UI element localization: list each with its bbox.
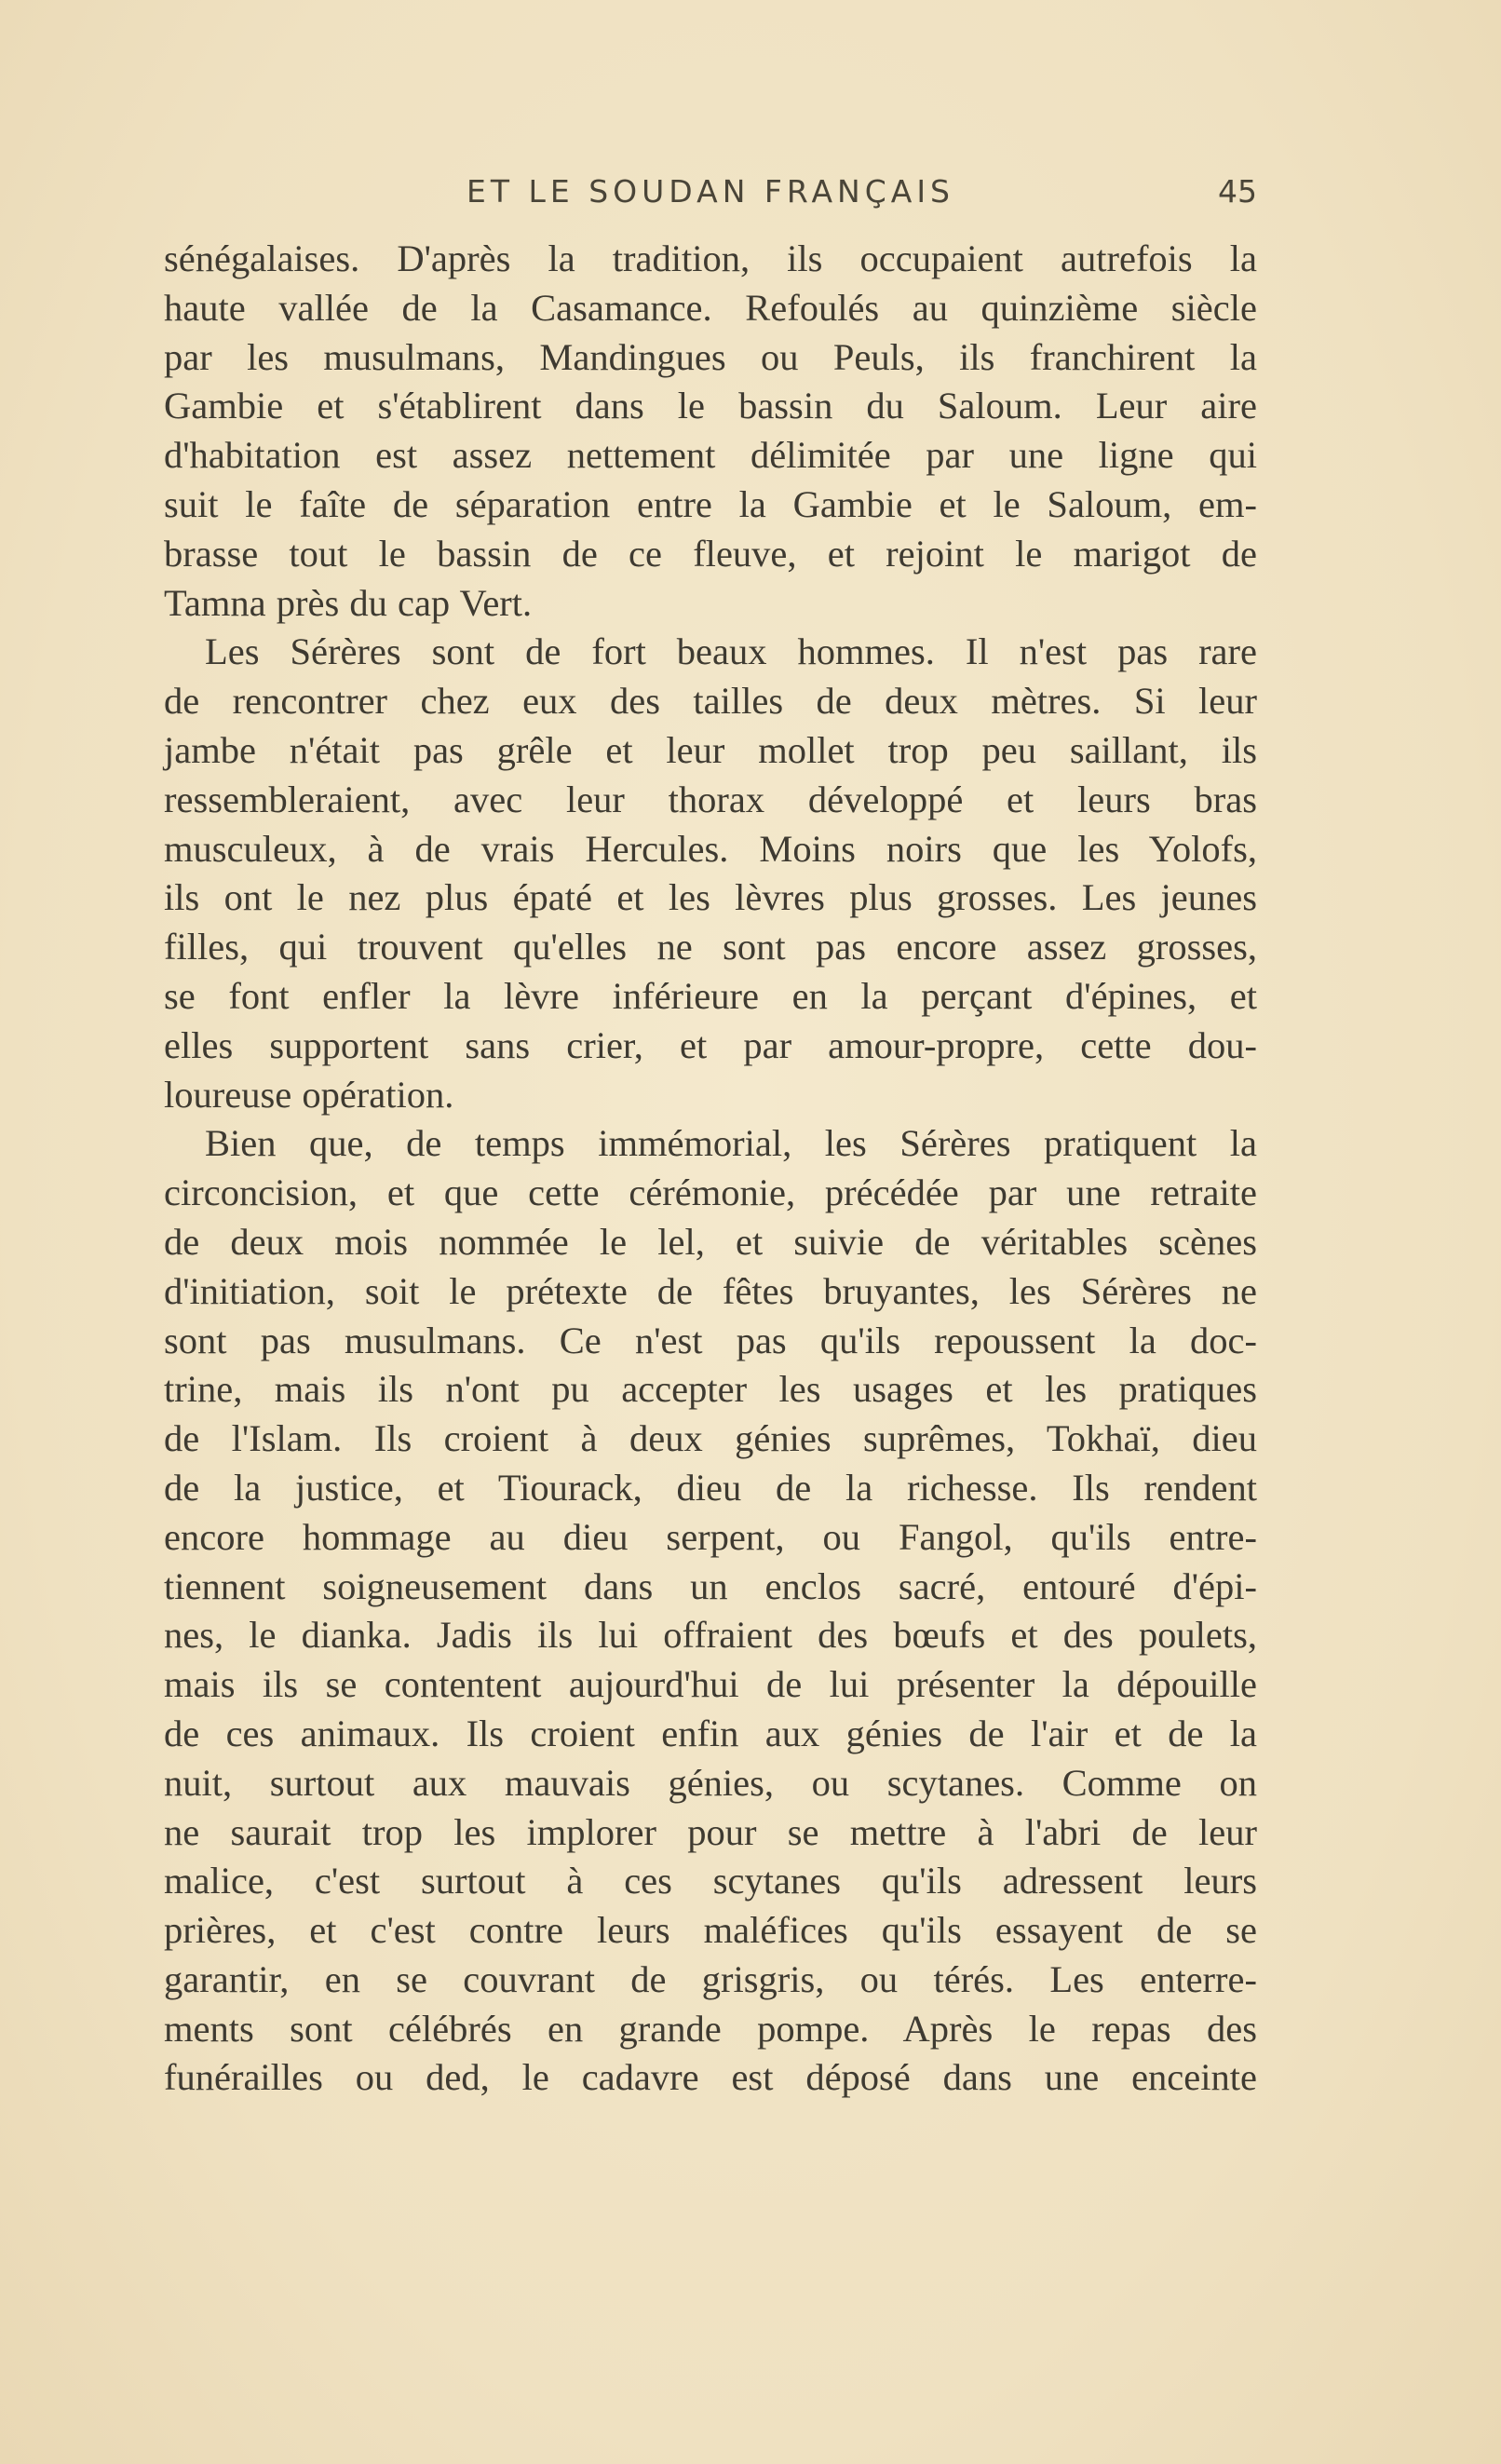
- text-line: garantir, en se couvrant de grisgris, ou térés. Les enterre-: [164, 1957, 1257, 2000]
- text-line: ne saurait trop les implorer pour se mettre à l'abri de leur: [164, 1810, 1257, 1853]
- text-line: malice, c'est surtout à ces scytanes qu'ils adressent leurs: [164, 1860, 1257, 1902]
- text-line: Gambie et s'établirent dans le bassin du Saloum. Leur aire: [164, 385, 1257, 427]
- text-line: loureuse opération.: [164, 1073, 454, 1116]
- text-line: se font enfler la lèvre inférieure en la perçant d'épines, et: [164, 974, 1257, 1017]
- text-line: de deux mois nommée le lel, et suivie de véritables scènes: [164, 1220, 1257, 1263]
- text-line: nuit, surtout aux mauvais génies, ou scytanes. Comme on: [164, 1761, 1257, 1804]
- text-line: nes, le dianka. Jadis ils lui offraient des bœufs et des poulets,: [164, 1614, 1257, 1657]
- text-line: funérailles ou ded, le cadavre est déposé dans une enceinte: [164, 2056, 1257, 2099]
- text-line: elles supportent sans crier, et par amour-propre, cette dou-: [164, 1023, 1257, 1066]
- text-line: ments sont célébrés en grande pompe. Après le repas des: [164, 2007, 1257, 2050]
- text-line: d'habitation est assez nettement délimitée par une ligne qui: [164, 434, 1257, 477]
- text-line: de rencontrer chez eux des tailles de deux mètres. Si leur: [164, 680, 1257, 723]
- text-line: encore hommage au dieu serpent, ou Fangol, qu'ils entre-: [164, 1515, 1257, 1558]
- text-line: trine, mais ils n'ont pu accepter les usages et les pratiques: [164, 1368, 1257, 1411]
- text-line: Les Sérères sont de fort beaux hommes. Il n'est pas rare: [205, 630, 1257, 673]
- text-line: Bien que, de temps immémorial, les Sérères pratiquent la: [205, 1122, 1257, 1165]
- text-line: ressembleraient, avec leur thorax développé et leurs bras: [164, 778, 1257, 820]
- text-line: ils ont le nez plus épaté et les lèvres plus grosses. Les jeunes: [164, 876, 1257, 919]
- text-line: filles, qui trouvent qu'elles ne sont pas encore assez grosses,: [164, 926, 1257, 968]
- running-title: ET LE SOUDAN FRANÇAIS: [466, 173, 954, 210]
- page-number: 45: [1218, 173, 1257, 210]
- text-line: musculeux, à de vrais Hercules. Moins noirs que les Yolofs,: [164, 827, 1257, 870]
- text-line: suit le faîte de séparation entre la Gambie et le Saloum, em-: [164, 482, 1257, 525]
- text-line: haute vallée de la Casamance. Refoulés au quinzième siècle: [164, 286, 1257, 329]
- text-line: de la justice, et Tiourack, dieu de la richesse. Ils rendent: [164, 1466, 1257, 1509]
- text-line: par les musulmans, Mandingues ou Peuls, ils franchirent la: [164, 335, 1257, 378]
- text-line: jambe n'était pas grêle et leur mollet trop peu saillant, ils: [164, 728, 1257, 771]
- text-line: sont pas musulmans. Ce n'est pas qu'ils repoussent la doc-: [164, 1319, 1257, 1361]
- text-line: brasse tout le bassin de ce fleuve, et rejoint le marigot de: [164, 532, 1257, 575]
- text-line: circoncision, et que cette cérémonie, précédée par une retraite: [164, 1171, 1257, 1214]
- page-header: [164, 173, 1257, 220]
- text-line: de l'Islam. Ils croient à deux génies suprêmes, Tokhaï, dieu: [164, 1417, 1257, 1460]
- body-text: [164, 235, 1257, 2103]
- text-line: tiennent soigneusement dans un enclos sacré, entouré d'épi-: [164, 1564, 1257, 1607]
- text-line: Tamna près du cap Vert.: [164, 581, 533, 624]
- text-line: mais ils se contentent aujourd'hui de lui présenter la dépouille: [164, 1663, 1257, 1706]
- text-line: d'initiation, soit le prétexte de fêtes bruyantes, les Sérères ne: [164, 1269, 1257, 1312]
- text-line: prières, et c'est contre leurs maléfices qu'ils essayent de se: [164, 1909, 1257, 1952]
- text-line: sénégalaises. D'après la tradition, ils occupaient autrefois la: [164, 237, 1257, 279]
- text-line: de ces animaux. Ils croient enfin aux génies de l'air et de la: [164, 1712, 1257, 1754]
